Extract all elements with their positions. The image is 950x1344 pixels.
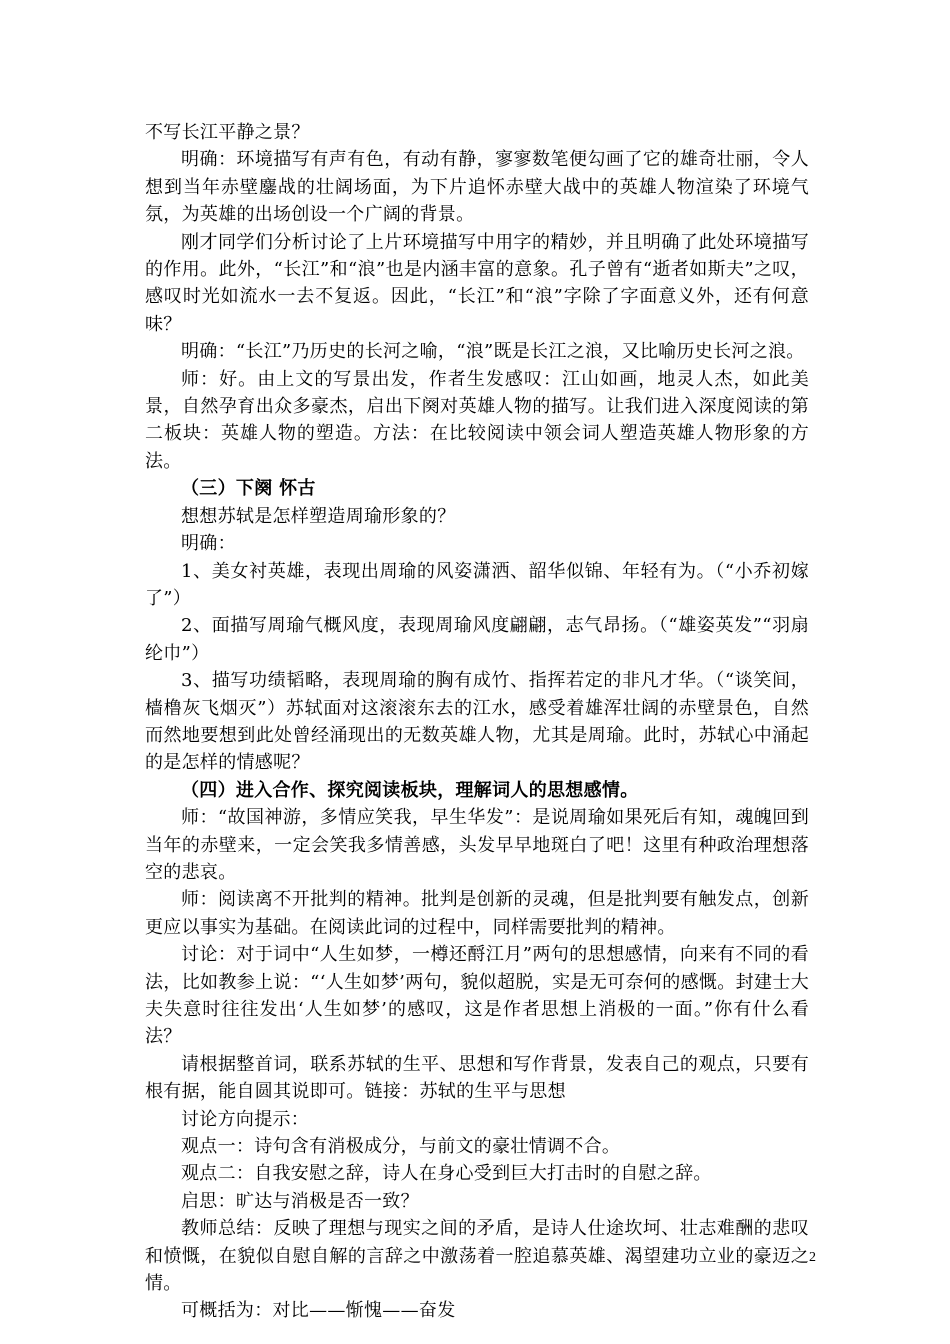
paragraph: 可概括为：对比——惭愧——奋发 xyxy=(181,1300,456,1322)
paragraph: 师：“故国神游，多情应笑我，早生华发”：是说周瑜如果死后有知，魂魄回到当年的赤壁来，一定会笑我多情善感，头发早早地斑白了吧！这里有种政治理想落空的悲哀。 xyxy=(145,807,809,883)
paragraph: 观点一：诗句含有消极成分，与前文的豪壮情调不合。 xyxy=(181,1136,621,1158)
paragraph: 师：阅读离不开批判的精神。批判是创新的灵魂，但是批判要有触发点，创新更应以事实为基础。在阅读此词的过程中，同样需要批判的精神。 xyxy=(145,889,809,938)
paragraph: 刚才同学们分析讨论了上片环境描写中用字的精妙，并且明确了此处环境描写的作用。此外，“长江”和“浪”也是内涵丰富的意象。孔子曾有“逝者如斯夫”之叹，感叹时光如流水一去不复返。因此，“长江”和“浪”字除了字面意义外，还有何意味？ xyxy=(145,231,809,335)
paragraph: 想想苏轼是怎样塑造周瑜形象的？ xyxy=(181,505,456,527)
paragraph: 观点二：自我安慰之辞，诗人在身心受到巨大打击时的自慰之辞。 xyxy=(181,1163,712,1185)
paragraph: 明确：“长江”乃历史的长河之喻，“浪”既是长江之浪，又比喻历史长河之浪。 xyxy=(181,341,805,363)
page-number: 2 xyxy=(809,1250,816,1265)
page-body xyxy=(145,119,809,1325)
paragraph: 启思：旷达与消极是否一致？ xyxy=(181,1190,419,1212)
section-heading: （三）下阕 怀古 xyxy=(181,478,316,500)
list-item: 1、美女衬英雄，表现出周瑜的风姿潇洒、韶华似锦、年轻有为。（“小乔初嫁了”） xyxy=(145,560,809,609)
list-item: 2、面描写周瑜气概风度，表现周瑜风度翩翩，志气昂扬。（“雄姿英发”“羽扇纶巾”） xyxy=(145,615,809,664)
paragraph: 讨论：对于词中“人生如梦，一樽还酹江月”两句的思想感情，向来有不同的看法，比如教参上说：“‘人生如梦’两句，貌似超脱，实是无可奈何的感慨。封建士大夫失意时往往发出‘人生如梦’的感叹，这是作者思想上消极的一面。”你有什么看法？ xyxy=(145,944,809,1048)
paragraph: 师：好。由上文的写景出发，作者生发感叹：江山如画，地灵人杰，如此美景，自然孕育出众多豪杰，启出下阕对英雄人物的描写。让我们进入深度阅读的第二板块：英雄人物的塑造。方法：在比较阅读中领会词人塑造英雄人物形象的方法。 xyxy=(145,368,809,472)
paragraph: 明确：环境描写有声有色，有动有静，寥寥数笔便勾画了它的雄奇壮丽，令人想到当年赤壁鏖战的壮阔场面，为下片追怀赤壁大战中的英雄人物渲染了环境气氛，为英雄的出场创设一个广阔的背景。 xyxy=(145,149,809,226)
paragraph: 不写长江平静之景？ xyxy=(145,122,310,143)
list-item: 3、描写功绩韬略，表现周瑜的胸有成竹、指挥若定的非凡才华。（“谈笑间，樯橹灰飞烟灭”）苏轼面对这滚滚东去的江水，感受着雄浑壮阔的赤壁景色，自然而然地要想到此处曾经涌现出的无数英雄人物，尤其是周瑜。此时，苏轼心中涌起的是怎样的情感呢？ xyxy=(145,670,809,774)
paragraph: 教师总结：反映了理想与现实之间的矛盾，是诗人仕途坎坷、壮志难酬的悲叹和愤慨，在貌似自慰自解的言辞之中激荡着一腔追慕英雄、渴望建功立业的豪迈之情。 xyxy=(145,1218,809,1295)
section-heading: （四）进入合作、探究阅读板块，理解词人的思想感情。 xyxy=(181,779,639,801)
paragraph: 讨论方向提示： xyxy=(181,1108,310,1130)
paragraph: 请根据整首词，联系苏轼的生平、思想和写作背景，发表自己的观点，只要有根有据，能自圆其说即可。链接：苏轼的生平与思想 xyxy=(145,1053,809,1103)
paragraph: 明确： xyxy=(181,533,236,555)
